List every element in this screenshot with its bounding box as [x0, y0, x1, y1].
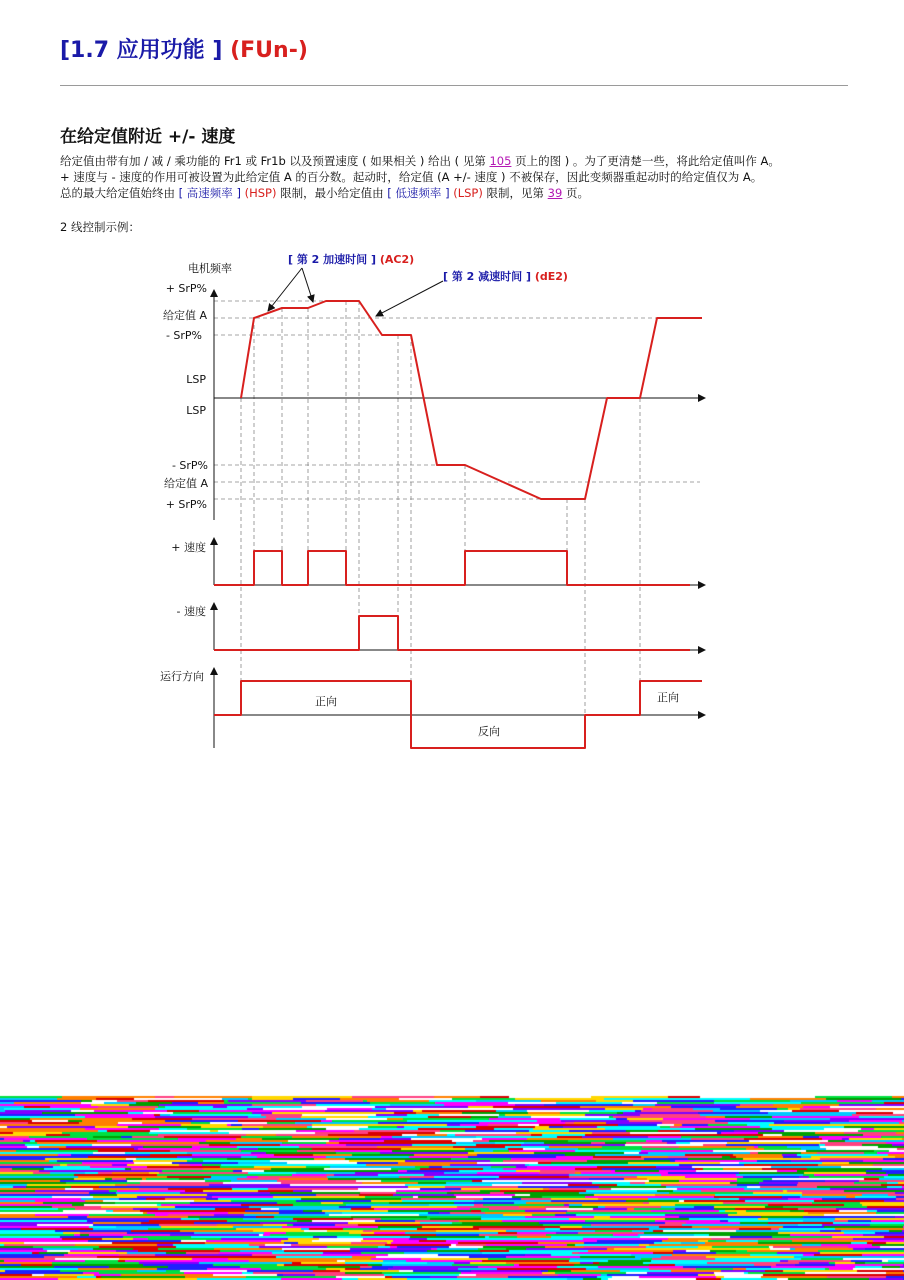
page-header [60, 33, 308, 64]
plus-speed-label: + 速度 [171, 541, 206, 554]
paragraph-line-1 [60, 153, 860, 169]
de2-arrow [376, 281, 443, 316]
forward-label-2: 正向 [657, 691, 679, 704]
axes [214, 290, 705, 748]
neg-setpoint-a-label: 给定值 A [163, 477, 208, 490]
de2-param-code: (dE2) [531, 270, 568, 283]
text-run: 页。 [562, 186, 589, 200]
de2-label [443, 269, 568, 283]
speed-timing-diagram [140, 245, 720, 760]
lsp-upper-label: LSP [186, 373, 206, 386]
lsp-param-name: [ 低速频率 ] [387, 186, 450, 200]
motor-frequency-curve [241, 301, 702, 499]
lsp-lower-label: LSP [186, 404, 206, 417]
header-code: (FUn-) [230, 38, 308, 63]
run-direction-label: 运行方向 [160, 670, 204, 683]
header-divider [60, 85, 848, 86]
corrupted-image-region [0, 1088, 904, 1280]
page-link-39[interactable]: 39 [547, 186, 563, 200]
neg-minus-srp-label: - SrP% [171, 459, 208, 472]
description-paragraph [60, 153, 860, 201]
setpoint-a-label: 给定值 A [162, 309, 207, 322]
minus-speed-label: - 速度 [176, 605, 206, 618]
header-section-title: [1.7 应用功能 ] [60, 38, 223, 63]
paragraph-line-2: + 速度与 - 速度的作用可被设置为此给定值 A 的百分数。起动时，给定值 (A +/- 速度 ) 不被保存，因此变频器重起动时的给定值仅为 A。 [60, 170, 763, 184]
text-run: 给定值由带有加 / 减 / 乘功能的 Fr1 或 Fr1b 以及预置速度 ( 如果相关 ) 给出 ( 见第 [60, 154, 490, 168]
hsp-param-name: [ 高速频率 ] [178, 186, 241, 200]
neg-plus-srp-label: + SrP% [165, 498, 207, 511]
minus-srp-label: - SrP% [165, 329, 202, 342]
lsp-param-code: (LSP) [449, 186, 483, 200]
ac2-arrow-2 [302, 268, 313, 302]
paragraph-line-3 [60, 185, 860, 201]
text-run: 页上的图 ) 。为了更清楚一些，将此给定值叫作 A。 [511, 154, 780, 168]
text-run: 限制，见第 [482, 186, 548, 200]
hsp-param-code: (HSP) [240, 186, 277, 200]
motor-frequency-label: 电机频率 [188, 262, 232, 275]
section-title: 在给定值附近 +/- 速度 [60, 127, 236, 147]
signal-curves [214, 301, 702, 748]
ac2-arrow-1 [268, 268, 302, 311]
forward-label-1: 正向 [315, 695, 337, 708]
example-caption: 2 线控制示例： [60, 220, 140, 234]
page-link-105[interactable]: 105 [489, 154, 512, 168]
de2-param-name: [ 第 2 减速时间 ] [443, 270, 532, 283]
text-run: 总的最大给定值始终由 [60, 186, 179, 200]
minus-speed-signal [214, 616, 690, 650]
reference-lines [214, 301, 700, 499]
ac2-param-name: [ 第 2 加速时间 ] [288, 253, 377, 266]
plus-speed-signal [214, 551, 690, 585]
ac2-param-code: (AC2) [376, 253, 415, 266]
reverse-label: 反向 [478, 725, 500, 738]
text-run: 限制，最小给定值由 [276, 186, 388, 200]
plus-srp-label: + SrP% [165, 282, 207, 295]
ac2-label [288, 252, 414, 266]
